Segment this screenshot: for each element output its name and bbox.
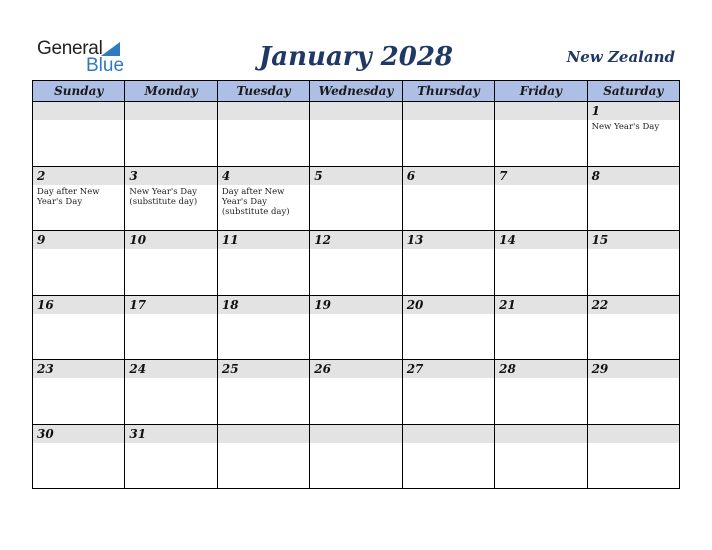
day-cell: [403, 425, 495, 490]
holiday-note: [588, 249, 679, 251]
weekday-header: Wednesday: [310, 81, 402, 102]
day-number: 11: [218, 231, 309, 249]
day-cell: [310, 296, 402, 361]
day-number: 4: [218, 167, 309, 185]
logo-triangle-icon: [101, 42, 120, 56]
holiday-note: [495, 249, 586, 251]
week-row: [33, 167, 680, 232]
holiday-note: [310, 120, 401, 122]
country-label: New Zealand: [566, 48, 675, 66]
holiday-note: [125, 120, 216, 122]
weekday-header: Sunday: [33, 81, 125, 102]
holiday-note: [125, 443, 216, 445]
day-number: 26: [310, 360, 401, 378]
holiday-note: [495, 120, 586, 122]
day-cell: [125, 231, 217, 296]
day-cell: [125, 360, 217, 425]
holiday-note: Day after New Year's Day: [37, 186, 100, 207]
day-number: 8: [588, 167, 679, 185]
day-cell: [218, 425, 310, 490]
day-cell: [33, 231, 125, 296]
day-cell: [588, 425, 680, 490]
holiday-note: [403, 249, 494, 251]
holiday-note: New Year's Day: [591, 122, 660, 132]
day-number: [495, 102, 586, 120]
day-cell: [125, 425, 217, 490]
day-number: 2: [33, 167, 124, 185]
holiday-note: [218, 443, 309, 445]
day-number: 9: [33, 231, 124, 249]
day-cell: [403, 296, 495, 361]
day-number: 29: [588, 360, 679, 378]
holiday-note: [588, 185, 679, 187]
day-cell: [403, 231, 495, 296]
day-number: 12: [310, 231, 401, 249]
day-cell: [588, 167, 680, 232]
week-row: [33, 102, 680, 167]
week-row: [33, 231, 680, 296]
day-cell: [403, 167, 495, 232]
day-number: [495, 425, 586, 443]
holiday-note: [403, 443, 494, 445]
day-number: 24: [125, 360, 216, 378]
holiday-note: [218, 120, 309, 122]
week-row: [33, 425, 680, 490]
calendar-grid: [32, 80, 680, 489]
holiday-note: [403, 120, 494, 122]
holiday-note: [310, 314, 401, 316]
holiday-note: [588, 378, 679, 380]
day-cell: [495, 231, 587, 296]
day-number: 16: [33, 296, 124, 314]
day-number: [403, 102, 494, 120]
holiday-note: [310, 378, 401, 380]
day-number: 17: [125, 296, 216, 314]
day-number: [403, 425, 494, 443]
day-cell: [218, 360, 310, 425]
day-number: 7: [495, 167, 586, 185]
day-cell: [403, 360, 495, 425]
logo-blue-text: Blue: [86, 55, 125, 76]
holiday-note: [33, 443, 124, 445]
holiday-note: [495, 314, 586, 316]
day-number: [33, 102, 124, 120]
day-cell: [33, 296, 125, 361]
holiday-note: [588, 443, 679, 445]
day-cell: [218, 296, 310, 361]
holiday-note: [310, 443, 401, 445]
holiday-note: [125, 378, 216, 380]
holiday-note: [310, 185, 401, 187]
day-number: 27: [403, 360, 494, 378]
holiday-note: [125, 249, 216, 251]
day-cell: [310, 360, 402, 425]
day-cell: [403, 102, 495, 167]
day-number: 1: [588, 102, 679, 120]
day-number: 6: [403, 167, 494, 185]
weekday-header: Friday: [495, 81, 587, 102]
holiday-note: [218, 249, 309, 251]
holiday-note: [403, 185, 494, 187]
day-number: 30: [33, 425, 124, 443]
day-number: [588, 425, 679, 443]
day-number: 19: [310, 296, 401, 314]
day-number: [218, 425, 309, 443]
logo-general-text: General: [37, 38, 103, 59]
day-cell: [588, 102, 680, 167]
day-cell: [495, 102, 587, 167]
day-cell: [588, 231, 680, 296]
calendar-weeks: [33, 102, 680, 489]
holiday-note: [33, 120, 124, 122]
holiday-note: [495, 378, 586, 380]
day-cell: [33, 102, 125, 167]
day-cell: [218, 102, 310, 167]
week-row: [33, 360, 680, 425]
holiday-note: [495, 185, 586, 187]
weekday-header: Monday: [125, 81, 217, 102]
logo: [37, 38, 132, 74]
day-cell: [125, 296, 217, 361]
day-number: 21: [495, 296, 586, 314]
weekday-header: Thursday: [403, 81, 495, 102]
weekday-header: Saturday: [588, 81, 680, 102]
day-cell: [310, 231, 402, 296]
holiday-note: [125, 314, 216, 316]
day-cell: [495, 360, 587, 425]
holiday-note: [33, 378, 124, 380]
day-cell: [588, 360, 680, 425]
holiday-note: New Year's Day (substitute day): [129, 186, 198, 207]
day-cell: [33, 167, 125, 232]
day-cell: [310, 167, 402, 232]
weekday-header-row: [33, 81, 680, 102]
day-cell: [33, 360, 125, 425]
day-number: 15: [588, 231, 679, 249]
day-cell: [125, 102, 217, 167]
day-number: [310, 425, 401, 443]
holiday-note: [403, 378, 494, 380]
day-cell: [310, 425, 402, 490]
day-number: [310, 102, 401, 120]
page-title: January 2028: [258, 42, 454, 72]
day-number: 5: [310, 167, 401, 185]
day-cell: [495, 425, 587, 490]
day-number: [218, 102, 309, 120]
holiday-note: [403, 314, 494, 316]
holiday-note: [588, 314, 679, 316]
holiday-note: [218, 314, 309, 316]
day-number: [125, 102, 216, 120]
day-number: 10: [125, 231, 216, 249]
day-number: 20: [403, 296, 494, 314]
day-cell: [33, 425, 125, 490]
holiday-note: Day after New Year's Day (substitute day): [221, 186, 290, 217]
holiday-note: [218, 378, 309, 380]
day-cell: [218, 231, 310, 296]
day-number: 14: [495, 231, 586, 249]
day-cell: [125, 167, 217, 232]
day-cell: [588, 296, 680, 361]
holiday-note: [33, 249, 124, 251]
day-number: 31: [125, 425, 216, 443]
day-number: 22: [588, 296, 679, 314]
day-number: 25: [218, 360, 309, 378]
day-number: 23: [33, 360, 124, 378]
week-row: [33, 296, 680, 361]
day-cell: [495, 296, 587, 361]
day-number: 13: [403, 231, 494, 249]
holiday-note: [495, 443, 586, 445]
day-cell: [495, 167, 587, 232]
day-number: 28: [495, 360, 586, 378]
weekday-header: Tuesday: [218, 81, 310, 102]
day-number: 3: [125, 167, 216, 185]
holiday-note: [310, 249, 401, 251]
day-cell: [218, 167, 310, 232]
holiday-note: [33, 314, 124, 316]
day-number: 18: [218, 296, 309, 314]
day-cell: [310, 102, 402, 167]
